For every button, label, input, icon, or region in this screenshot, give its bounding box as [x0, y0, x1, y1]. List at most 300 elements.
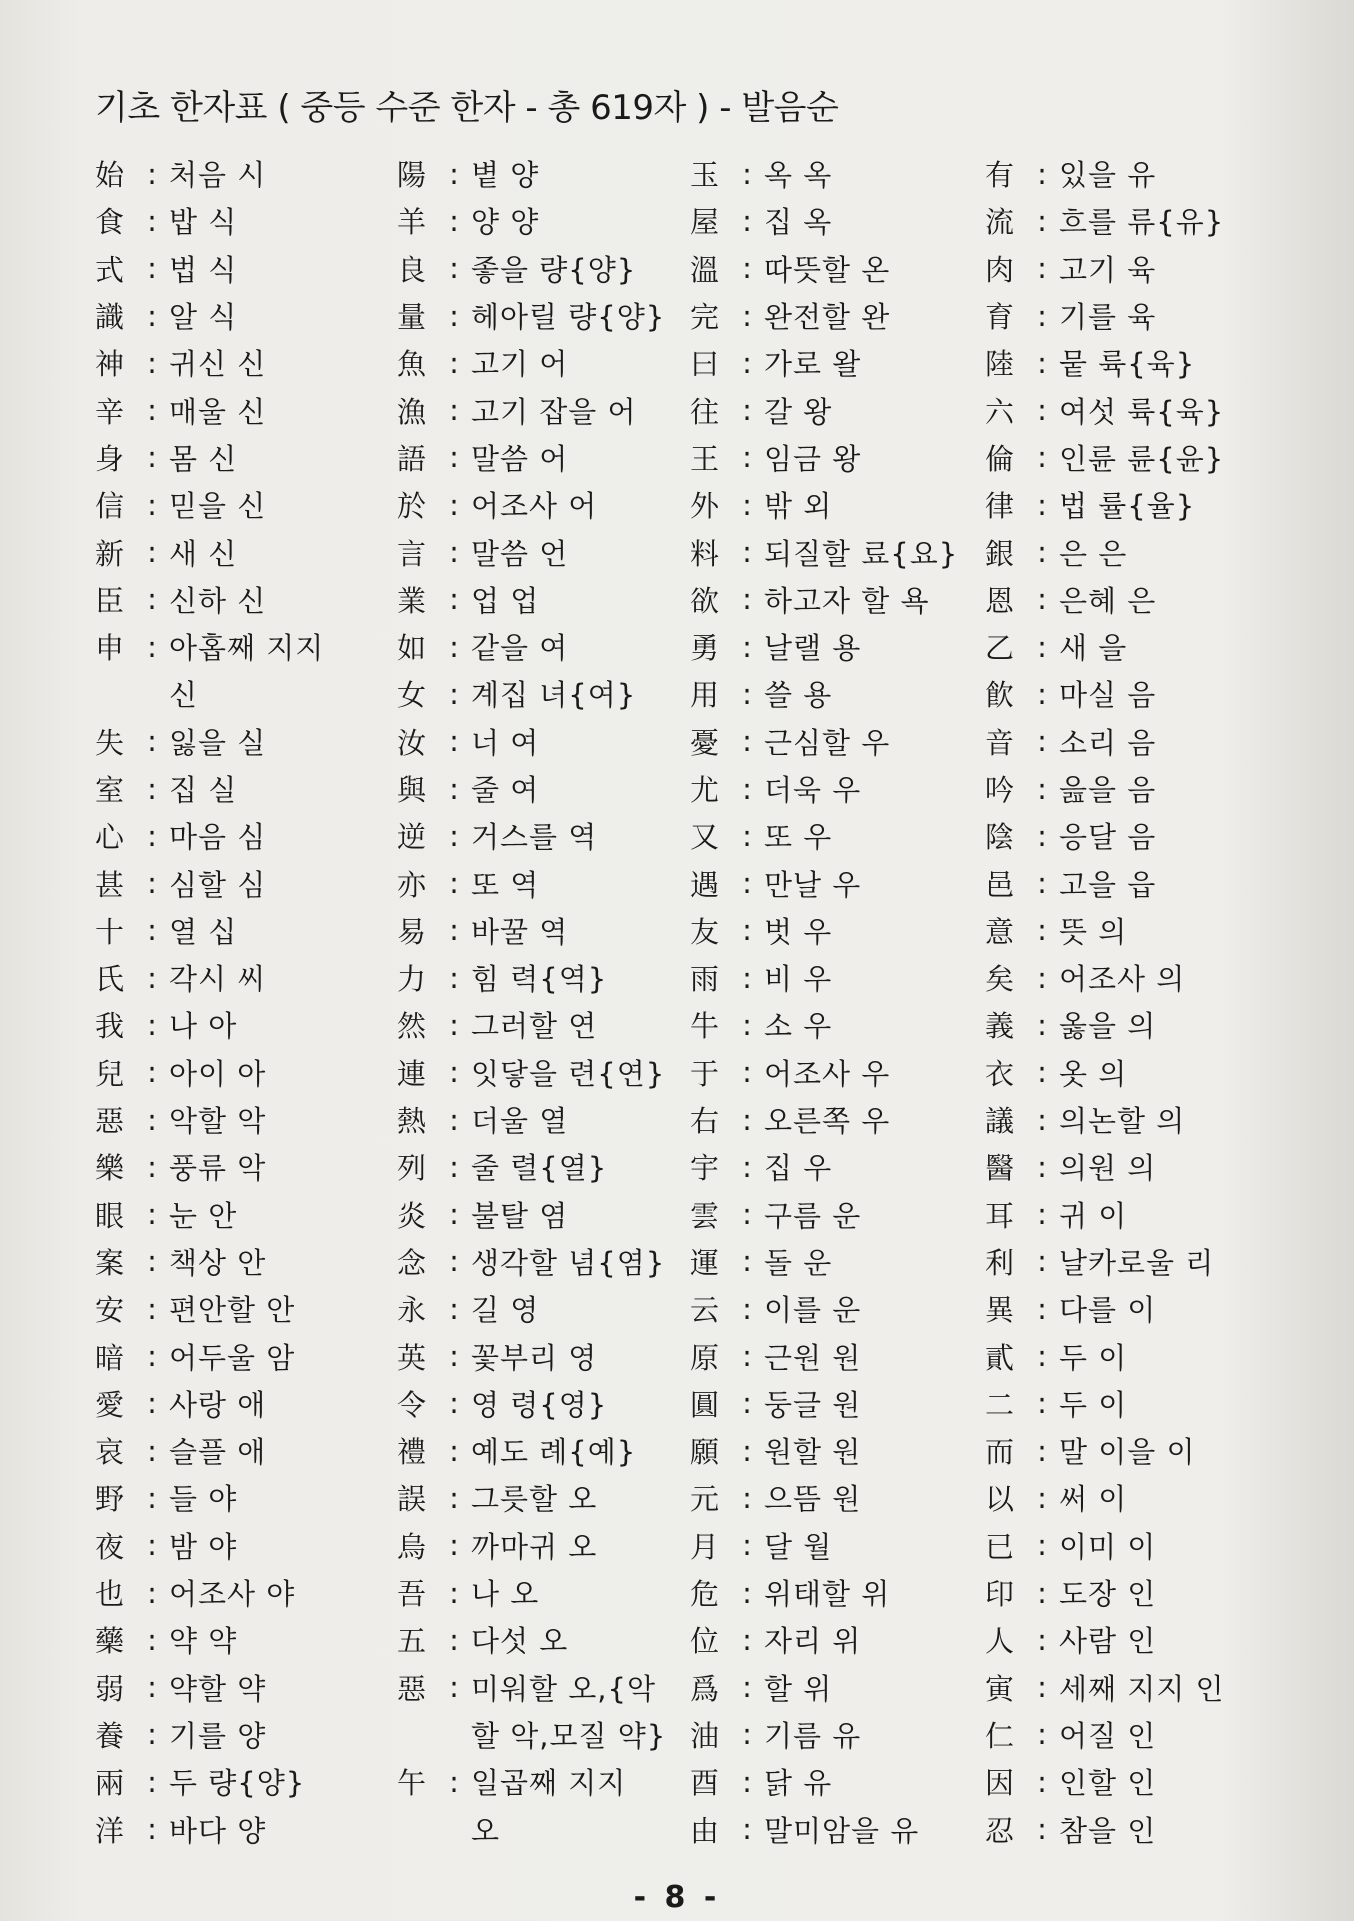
- separator-colon: :: [147, 1149, 157, 1184]
- hanja-entry: [397, 1474, 697, 1521]
- hanja-character: 漁: [397, 394, 427, 429]
- separator-colon: :: [742, 818, 752, 853]
- hanja-entry: [95, 623, 395, 670]
- separator-colon: :: [449, 1197, 459, 1232]
- hanja-entry: [985, 859, 1285, 906]
- hanja-entry: [985, 528, 1285, 575]
- hanja-entry: [985, 1238, 1285, 1285]
- separator-colon: :: [147, 1480, 157, 1515]
- separator-colon: :: [449, 393, 459, 428]
- hanja-entry: [690, 1616, 990, 1663]
- hanja-meaning: 참을 인: [1059, 1813, 1157, 1848]
- hanja-entry: [95, 150, 395, 197]
- hanja-entry: [397, 1758, 697, 1805]
- hanja-meaning: 법 률{율}: [1059, 489, 1196, 524]
- hanja-entry: [95, 481, 395, 528]
- hanja-meaning: 날카로울 리: [1059, 1245, 1215, 1280]
- hanja-character: 二: [985, 1387, 1015, 1422]
- hanja-column-1: [95, 150, 395, 1853]
- separator-colon: :: [147, 1717, 157, 1752]
- hanja-character: 邑: [985, 867, 1015, 902]
- hanja-meaning: 더울 열: [471, 1104, 569, 1139]
- hanja-meaning: 까마귀 오: [471, 1529, 598, 1564]
- hanja-entry: [95, 1096, 395, 1143]
- hanja-entry: [690, 1238, 990, 1285]
- hanja-entry: [95, 197, 395, 244]
- hanja-meaning: 꽃부리 영: [471, 1340, 598, 1375]
- hanja-meaning: 양 양: [471, 205, 540, 240]
- hanja-meaning: 새 을: [1059, 631, 1128, 666]
- hanja-meaning: 여섯 륙{육}: [1059, 394, 1225, 429]
- hanja-entry: [95, 1049, 395, 1096]
- hanja-character: 惡: [397, 1671, 427, 1706]
- hanja-character: 由: [690, 1813, 720, 1848]
- hanja-meaning: 심할 심: [169, 867, 267, 902]
- separator-colon: :: [449, 1007, 459, 1042]
- hanja-column-3: [690, 150, 990, 1853]
- hanja-meaning: 마음 심: [169, 820, 267, 855]
- hanja-entry: [690, 1049, 990, 1096]
- hanja-character: 流: [985, 205, 1015, 240]
- hanja-meaning: 새 신: [169, 536, 238, 571]
- separator-colon: :: [742, 1764, 752, 1799]
- hanja-meaning: 고기 어: [471, 347, 569, 382]
- hanja-character: 尤: [690, 773, 720, 807]
- hanja-meaning: 기름 유: [764, 1718, 862, 1753]
- hanja-entry: [690, 1805, 990, 1852]
- hanja-entry: [985, 1664, 1285, 1711]
- hanja-character: 意: [985, 914, 1015, 949]
- page-title: 기초 한자표 ( 중등 수준 한자 - 총 619자 ) - 발음순: [95, 88, 839, 128]
- separator-colon: :: [1037, 771, 1047, 806]
- hanja-entry: [95, 765, 395, 812]
- hanja-meaning: 더욱 우: [764, 773, 862, 807]
- hanja-entry: [397, 576, 697, 623]
- hanja-meaning: 날랠 용: [764, 631, 862, 666]
- hanja-character: 恩: [985, 583, 1015, 618]
- hanja-entry: [690, 1143, 990, 1190]
- hanja-meaning: 들 야: [169, 1482, 238, 1517]
- hanja-meaning: 예도 례{예}: [471, 1435, 637, 1470]
- hanja-entry: [690, 1427, 990, 1474]
- hanja-entry: [985, 670, 1285, 717]
- hanja-entry: [397, 1143, 697, 1190]
- hanja-meaning: 원할 원: [764, 1435, 862, 1470]
- hanja-character: 夜: [95, 1529, 125, 1564]
- hanja-character: 宇: [690, 1151, 720, 1186]
- hanja-entry: [397, 859, 697, 906]
- hanja-entry: [95, 292, 395, 339]
- hanja-character: 語: [397, 441, 427, 476]
- hanja-meaning: 으뜸 원: [764, 1482, 862, 1517]
- separator-colon: :: [147, 1622, 157, 1657]
- separator-colon: :: [1037, 582, 1047, 617]
- hanja-character: 勇: [690, 631, 720, 666]
- hanja-entry: [397, 292, 697, 339]
- hanja-character: 曰: [690, 347, 720, 382]
- separator-colon: :: [449, 913, 459, 948]
- separator-colon: :: [147, 1575, 157, 1610]
- hanja-character: 願: [690, 1435, 720, 1470]
- hanja-entry: [985, 1805, 1285, 1852]
- separator-colon: :: [147, 629, 157, 664]
- hanja-character: 銀: [985, 536, 1015, 571]
- separator-colon: :: [147, 1102, 157, 1137]
- hanja-meaning: 고기 잡을 어: [471, 394, 637, 429]
- hanja-entry: [690, 339, 990, 386]
- page-number: - 8 -: [633, 1880, 721, 1915]
- hanja-character: 令: [397, 1387, 427, 1422]
- hanja-meaning: 좋을 량{양}: [471, 252, 637, 287]
- hanja-character: 臣: [95, 583, 125, 618]
- hanja-entry: [95, 339, 395, 386]
- hanja-character: 屋: [690, 205, 720, 240]
- hanja-meaning: 계집 녀{여}: [471, 678, 637, 713]
- hanja-entry: [95, 1522, 395, 1569]
- hanja-character: 野: [95, 1482, 125, 1517]
- hanja-meaning: 두 이: [1059, 1387, 1128, 1422]
- hanja-meaning: 흐를 류{유}: [1059, 205, 1225, 240]
- hanja-character: 哀: [95, 1435, 125, 1470]
- hanja-meaning: 쓸 용: [764, 678, 833, 713]
- separator-colon: :: [147, 1670, 157, 1705]
- hanja-meaning: 생각할 념{염}: [471, 1245, 666, 1280]
- hanja-entry: [95, 907, 395, 954]
- hanja-character: 義: [985, 1009, 1015, 1044]
- hanja-character: 貳: [985, 1340, 1015, 1375]
- hanja-meaning: 소리 음: [1059, 725, 1157, 760]
- hanja-character: 飮: [985, 678, 1015, 713]
- hanja-character: 兩: [95, 1766, 125, 1801]
- hanja-meaning: 바다 양: [169, 1813, 267, 1848]
- hanja-meaning: 말씀 언: [471, 536, 569, 571]
- separator-colon: :: [449, 251, 459, 286]
- hanja-entry: [397, 197, 697, 244]
- hanja-entry: [397, 1049, 697, 1096]
- separator-colon: :: [449, 1149, 459, 1184]
- hanja-entry: [690, 765, 990, 812]
- hanja-meaning: 되질할 료{요}: [764, 536, 959, 571]
- separator-colon: :: [742, 1007, 752, 1042]
- hanja-character: 外: [690, 489, 720, 524]
- hanja-entry: [95, 1711, 395, 1758]
- separator-colon: :: [742, 960, 752, 995]
- hanja-character: 危: [690, 1577, 720, 1612]
- hanja-meaning: 줄 여: [471, 773, 540, 807]
- hanja-meaning: 오: [471, 1813, 501, 1848]
- hanja-entry: [985, 339, 1285, 386]
- hanja-meaning: 밥 식: [169, 205, 238, 240]
- separator-colon: :: [1037, 1102, 1047, 1137]
- hanja-meaning: 밤 야: [169, 1529, 238, 1564]
- hanja-entry: [95, 1380, 395, 1427]
- hanja-meaning: 이미 이: [1059, 1529, 1157, 1564]
- hanja-entry: [690, 576, 990, 623]
- hanja-character: 月: [690, 1529, 720, 1564]
- hanja-meaning: 집 옥: [764, 205, 833, 240]
- hanja-entry: [690, 1711, 990, 1758]
- hanja-meaning: 말씀 어: [471, 441, 569, 476]
- hanja-entry: [397, 907, 697, 954]
- hanja-meaning: 두 이: [1059, 1340, 1128, 1375]
- hanja-character: 心: [95, 820, 125, 855]
- separator-colon: :: [449, 1480, 459, 1515]
- hanja-character: 料: [690, 536, 720, 571]
- hanja-character: 于: [690, 1056, 720, 1091]
- separator-colon: :: [1037, 535, 1047, 570]
- hanja-entry: [690, 812, 990, 859]
- separator-colon: :: [1037, 1480, 1047, 1515]
- hanja-entry: [985, 1332, 1285, 1379]
- separator-colon: :: [1037, 866, 1047, 901]
- hanja-entry: [690, 1191, 990, 1238]
- hanja-character: 矣: [985, 962, 1015, 997]
- hanja-character: 連: [397, 1056, 427, 1091]
- hanja-character: 安: [95, 1293, 125, 1328]
- hanja-entry: [985, 1522, 1285, 1569]
- hanja-entry: [690, 197, 990, 244]
- hanja-entry: [985, 1001, 1285, 1048]
- hanja-entry: [985, 1285, 1285, 1332]
- hanja-entry: [397, 434, 697, 481]
- hanja-entry: [690, 245, 990, 292]
- hanja-meaning: 영 령{영}: [471, 1387, 608, 1422]
- separator-colon: :: [147, 818, 157, 853]
- hanja-character: 熱: [397, 1104, 427, 1139]
- separator-colon: :: [147, 1339, 157, 1374]
- separator-colon: :: [1037, 1244, 1047, 1279]
- hanja-entry: [690, 292, 990, 339]
- hanja-meaning: 구름 운: [764, 1198, 862, 1233]
- separator-colon: :: [742, 1291, 752, 1326]
- hanja-entry: [95, 1285, 395, 1332]
- hanja-character: 陽: [397, 158, 427, 193]
- hanja-entry: [690, 481, 990, 528]
- hanja-meaning: 사람 인: [1059, 1624, 1157, 1659]
- hanja-meaning: 비 우: [764, 962, 833, 997]
- separator-colon: :: [1037, 960, 1047, 995]
- separator-colon: :: [449, 866, 459, 901]
- hanja-meaning: 옳을 의: [1059, 1009, 1157, 1044]
- hanja-meaning: 고기 육: [1059, 252, 1157, 287]
- hanja-meaning: 은 은: [1059, 536, 1128, 571]
- separator-colon: :: [147, 1007, 157, 1042]
- separator-colon: :: [742, 1717, 752, 1752]
- separator-colon: :: [1037, 1575, 1047, 1610]
- separator-colon: :: [742, 1480, 752, 1515]
- separator-colon: :: [742, 1055, 752, 1090]
- hanja-entry: [397, 386, 697, 433]
- hanja-character: 甚: [95, 867, 125, 902]
- hanja-character: 與: [397, 773, 427, 807]
- hanja-character: 失: [95, 725, 125, 760]
- hanja-character: 溫: [690, 252, 720, 287]
- separator-colon: :: [449, 1528, 459, 1563]
- hanja-meaning: 벗 우: [764, 914, 833, 949]
- hanja-entry: [690, 1332, 990, 1379]
- hanja-entry: [985, 576, 1285, 623]
- separator-colon: :: [742, 1197, 752, 1232]
- hanja-entry: [397, 1616, 697, 1663]
- separator-colon: :: [449, 1670, 459, 1705]
- hanja-meaning: 줄 렬{열}: [471, 1151, 608, 1186]
- separator-colon: :: [742, 1433, 752, 1468]
- separator-colon: :: [742, 203, 752, 238]
- hanja-character: 業: [397, 583, 427, 618]
- hanja-meaning: 어두울 암: [169, 1340, 296, 1375]
- separator-colon: :: [449, 1291, 459, 1326]
- hanja-character: 申: [95, 631, 125, 666]
- separator-colon: :: [147, 298, 157, 333]
- separator-colon: :: [742, 1339, 752, 1374]
- hanja-meaning: 소 우: [764, 1009, 833, 1044]
- hanja-entry: [690, 386, 990, 433]
- hanja-character: 利: [985, 1245, 1015, 1280]
- separator-colon: :: [449, 771, 459, 806]
- hanja-character: 乙: [985, 631, 1015, 666]
- separator-colon: :: [449, 345, 459, 380]
- hanja-meaning: 기를 육: [1059, 300, 1157, 335]
- hanja-character: 永: [397, 1293, 427, 1328]
- hanja-character: 用: [690, 678, 720, 713]
- hanja-meaning: 가로 왈: [764, 347, 862, 382]
- hanja-entry: [690, 1096, 990, 1143]
- hanja-meaning: 또 우: [764, 820, 833, 855]
- hanja-entry: [397, 1380, 697, 1427]
- hanja-entry: [397, 1191, 697, 1238]
- hanja-meaning: 완전할 완: [764, 300, 891, 335]
- hanja-character: 而: [985, 1435, 1015, 1470]
- hanja-character: 往: [690, 394, 720, 429]
- hanja-entry: [397, 1711, 697, 1758]
- hanja-character: 良: [397, 252, 427, 287]
- hanja-meaning: 있을 유: [1059, 158, 1157, 193]
- hanja-character: 友: [690, 914, 720, 949]
- hanja-meaning: 밖 외: [764, 489, 833, 524]
- hanja-meaning: 읊을 음: [1059, 773, 1157, 807]
- hanja-meaning: 잇닿을 련{연}: [471, 1056, 666, 1091]
- hanja-entry: [397, 670, 697, 717]
- hanja-meaning: 집 실: [169, 773, 238, 807]
- hanja-character: 育: [985, 300, 1015, 335]
- hanja-character: 位: [690, 1624, 720, 1659]
- hanja-entry: [95, 1427, 395, 1474]
- hanja-character: 印: [985, 1577, 1015, 1612]
- hanja-entry: [985, 718, 1285, 765]
- hanja-character: 完: [690, 300, 720, 335]
- separator-colon: :: [1037, 1764, 1047, 1799]
- hanja-character: 始: [95, 158, 125, 193]
- hanja-meaning: 잃을 실: [169, 725, 267, 760]
- hanja-entry: [985, 245, 1285, 292]
- hanja-character: 禮: [397, 1435, 427, 1470]
- separator-colon: :: [742, 1386, 752, 1421]
- hanja-meaning: 말미암을 유: [764, 1813, 920, 1848]
- hanja-entry: [690, 954, 990, 1001]
- hanja-character: 新: [95, 536, 125, 571]
- separator-colon: :: [449, 1339, 459, 1374]
- hanja-entry: [985, 1049, 1285, 1096]
- hanja-character: 油: [690, 1718, 720, 1753]
- hanja-meaning: 아이 아: [169, 1056, 267, 1091]
- hanja-character: 午: [397, 1766, 427, 1801]
- hanja-meaning: 매울 신: [169, 394, 267, 429]
- hanja-character: 雲: [690, 1198, 720, 1233]
- hanja-entry: [985, 623, 1285, 670]
- hanja-entry: [397, 1332, 697, 1379]
- separator-colon: :: [147, 1764, 157, 1799]
- hanja-character: 人: [985, 1624, 1015, 1659]
- hanja-entry: [397, 1569, 697, 1616]
- separator-colon: :: [147, 582, 157, 617]
- separator-colon: :: [147, 1812, 157, 1847]
- hanja-entry: [95, 434, 395, 481]
- separator-colon: :: [1037, 440, 1047, 475]
- hanja-meaning: 그릇할 오: [471, 1482, 598, 1517]
- hanja-meaning: 고을 읍: [1059, 867, 1157, 902]
- hanja-entry: [397, 1664, 697, 1711]
- hanja-meaning: 편안할 안: [169, 1293, 296, 1328]
- separator-colon: :: [1037, 1386, 1047, 1421]
- hanja-meaning: 인륜 륜{윤}: [1059, 441, 1225, 476]
- separator-colon: :: [449, 724, 459, 759]
- separator-colon: :: [1037, 1007, 1047, 1042]
- hanja-character: 我: [95, 1009, 125, 1044]
- separator-colon: :: [1037, 1433, 1047, 1468]
- hanja-character: 辛: [95, 394, 125, 429]
- hanja-meaning: 세째 지지 인: [1059, 1671, 1225, 1706]
- hanja-meaning: 닭 유: [764, 1766, 833, 1801]
- hanja-entry: [95, 1664, 395, 1711]
- hanja-character: 衣: [985, 1056, 1015, 1091]
- separator-colon: :: [742, 1244, 752, 1279]
- separator-colon: :: [449, 1622, 459, 1657]
- hanja-entry: [985, 197, 1285, 244]
- hanja-character: 然: [397, 1009, 427, 1044]
- hanja-meaning: 각시 씨: [169, 962, 267, 997]
- hanja-meaning: 근원 원: [764, 1340, 862, 1375]
- hanja-meaning: 의원 의: [1059, 1151, 1157, 1186]
- hanja-character: 式: [95, 252, 125, 287]
- separator-colon: :: [742, 629, 752, 664]
- hanja-entry: [95, 954, 395, 1001]
- separator-colon: :: [449, 203, 459, 238]
- hanja-character: 五: [397, 1624, 427, 1659]
- hanja-entry: [985, 1096, 1285, 1143]
- hanja-entry: [397, 1285, 697, 1332]
- hanja-character: 魚: [397, 347, 427, 382]
- hanja-character: 室: [95, 773, 125, 807]
- separator-colon: :: [147, 203, 157, 238]
- hanja-character: 愛: [95, 1387, 125, 1422]
- hanja-entry: [985, 434, 1285, 481]
- hanja-character: 案: [95, 1245, 125, 1280]
- hanja-meaning: 믿을 신: [169, 489, 267, 524]
- hanja-character: 右: [690, 1104, 720, 1139]
- separator-colon: :: [1037, 156, 1047, 191]
- hanja-entry: [690, 718, 990, 765]
- separator-colon: :: [147, 1386, 157, 1421]
- hanja-entry: [690, 907, 990, 954]
- separator-colon: :: [449, 1575, 459, 1610]
- separator-colon: :: [147, 251, 157, 286]
- separator-colon: :: [449, 629, 459, 664]
- hanja-entry: [397, 765, 697, 812]
- hanja-character: 量: [397, 300, 427, 335]
- separator-colon: :: [449, 535, 459, 570]
- hanja-meaning: 의논할 의: [1059, 1104, 1186, 1139]
- hanja-entry: [397, 1096, 697, 1143]
